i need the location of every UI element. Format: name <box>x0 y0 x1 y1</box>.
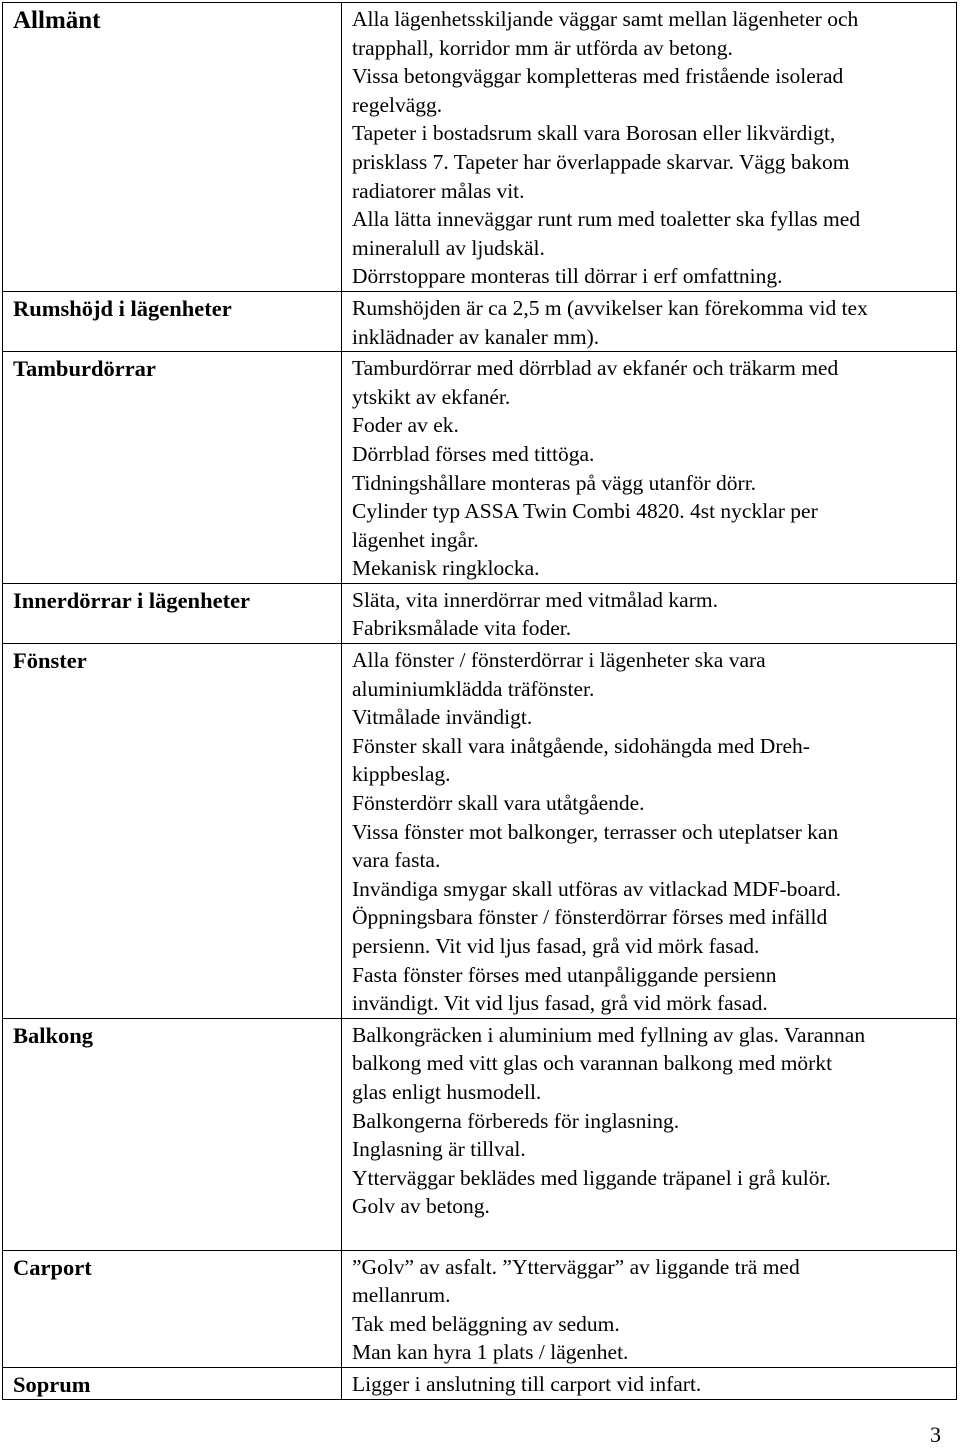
description-line: Tapeter i bostadsrum skall vara Borosan eller likvärdigt, <box>352 121 836 146</box>
description-line: Fabriksmålade vita foder. <box>352 616 572 641</box>
description-line: Rumshöjden är ca 2,5 m (avvikelser kan förekomma vid tex <box>352 295 868 320</box>
description-line: Alla fönster / fönsterdörrar i lägenheter ska vara <box>352 648 766 673</box>
description-line: Alla lätta inneväggar runt rum med toaletter ska fyllas med <box>352 207 861 232</box>
row-label-cell <box>3 1367 342 1400</box>
spec-row-innerdorrar-i-lagenheter <box>3 583 957 643</box>
description-line: Släta, vita innerdörrar med vitmålad karm. <box>352 587 718 612</box>
description-line: Fönsterdörr skall vara utåtgående. <box>352 791 645 816</box>
row-description-cell <box>342 1367 957 1400</box>
description-line: Man kan hyra 1 plats / lägenhet. <box>352 1340 629 1365</box>
description-line: mellanrum. <box>352 1283 451 1308</box>
row-label-cell <box>3 3 342 292</box>
description-line: trapphall, korridor mm är utförda av betong. <box>352 35 733 60</box>
row-description-cell <box>342 1018 957 1250</box>
row-label-cell <box>3 583 342 643</box>
description-line: Vissa fönster mot balkonger, terrasser och uteplatser kan <box>352 819 839 844</box>
description-line: ytskikt av ekfanér. <box>352 384 511 409</box>
description-line: Tak med beläggning av sedum. <box>352 1311 620 1336</box>
description-line: Foder av ek. <box>352 413 459 438</box>
description-line: kippbeslag. <box>352 762 451 787</box>
description-line: mineralull av ljudskäl. <box>352 235 545 260</box>
row-label: Balkong <box>13 1022 94 1048</box>
row-label: Carport <box>13 1254 92 1280</box>
description-line: Balkongerna förbereds för inglasning. <box>352 1108 680 1133</box>
description-line: Balkongräcken i aluminium med fyllning av glas. Varannan <box>352 1022 866 1047</box>
row-label-cell <box>3 291 342 351</box>
description-line: Vissa betongväggar kompletteras med fristående isolerad <box>352 64 844 89</box>
row-description-cell <box>342 3 957 292</box>
description-line: Mekanisk ringklocka. <box>352 556 540 581</box>
description-line: inklädnader av kanaler mm). <box>352 324 600 349</box>
row-label-cell <box>3 644 342 1019</box>
description-line <box>342 1221 956 1250</box>
row-label-cell <box>3 352 342 584</box>
specification-table <box>2 2 957 1400</box>
spec-row-carport <box>3 1250 957 1367</box>
row-label: Soprum <box>13 1371 91 1397</box>
description-line: ”Golv” av asfalt. ”Ytterväggar” av liggande trä med <box>352 1254 800 1279</box>
row-label-cell <box>3 1018 342 1250</box>
row-label: Tamburdörrar <box>13 356 156 382</box>
description-line: Fönster skall vara inåtgående, sidohängda med Dreh- <box>352 733 810 758</box>
description-line: Golv av betong. <box>352 1194 490 1219</box>
spec-row-rumshojd-i-lagenheter <box>3 291 957 351</box>
description-line: Ytterväggar beklädes med liggande träpanel i grå kulör. <box>352 1165 831 1190</box>
description-line: aluminiumklädda träfönster. <box>352 676 595 701</box>
row-description-cell <box>342 583 957 643</box>
description-line: Inglasning är tillval. <box>352 1137 526 1162</box>
description-line: prisklass 7. Tapeter har överlappade skarvar. Vägg bakom <box>352 149 850 174</box>
description-line: Cylinder typ ASSA Twin Combi 4820. 4st nycklar per <box>352 499 818 524</box>
description-line: Öppningsbara fönster / fönsterdörrar förses med infälld <box>352 905 828 930</box>
specification-table-body <box>3 3 957 1400</box>
description-line: Fasta fönster förses med utanpåliggande persienn <box>352 962 777 987</box>
description-line: Alla lägenhetsskiljande väggar samt mellan lägenheter och <box>352 7 859 31</box>
description-line: persienn. Vit vid ljus fasad, grå vid mörk fasad. <box>352 934 760 958</box>
description-line: radiatorer målas vit. <box>352 178 525 203</box>
description-line: Dörrblad förses med tittöga. <box>352 441 595 466</box>
spec-row-fonster <box>3 644 957 1019</box>
description-line: Tidningshållare monteras på vägg utanför dörr. <box>352 470 757 495</box>
description-line: Vitmålade invändigt. <box>352 705 533 730</box>
row-label: Innerdörrar i lägenheter <box>13 587 251 613</box>
row-label: Allmänt <box>13 7 101 34</box>
description-line: balkong med vitt glas och varannan balkong med mörkt <box>352 1051 833 1076</box>
page-number: 3 <box>930 1422 941 1447</box>
spec-row-balkong <box>3 1018 957 1250</box>
spec-row-soprum <box>3 1367 957 1400</box>
row-description-cell <box>342 1250 957 1367</box>
spec-row-tamburdorrar <box>3 352 957 584</box>
row-label: Fönster <box>13 648 87 674</box>
description-line: Ligger i anslutning till carport vid infart. <box>352 1371 702 1396</box>
row-description-cell <box>342 352 957 584</box>
description-line: Tamburdörrar med dörrblad av ekfanér och träkarm med <box>352 356 839 381</box>
row-label-cell <box>3 1250 342 1367</box>
description-line: Dörrstoppare monteras till dörrar i erf omfattning. <box>352 264 783 289</box>
spec-row-allmant <box>3 3 957 292</box>
description-line: Invändiga smygar skall utföras av vitlackad MDF-board. <box>352 876 841 901</box>
description-line: regelvägg. <box>352 92 443 117</box>
description-line: glas enligt husmodell. <box>352 1079 542 1104</box>
description-line: lägenhet ingår. <box>352 527 479 552</box>
description-line: invändigt. Vit vid ljus fasad, grå vid mörk fasad. <box>352 991 768 1016</box>
row-description-cell <box>342 644 957 1019</box>
row-description-cell <box>342 291 957 351</box>
description-line: vara fasta. <box>352 848 441 873</box>
row-label: Rumshöjd i lägenheter <box>13 295 232 321</box>
